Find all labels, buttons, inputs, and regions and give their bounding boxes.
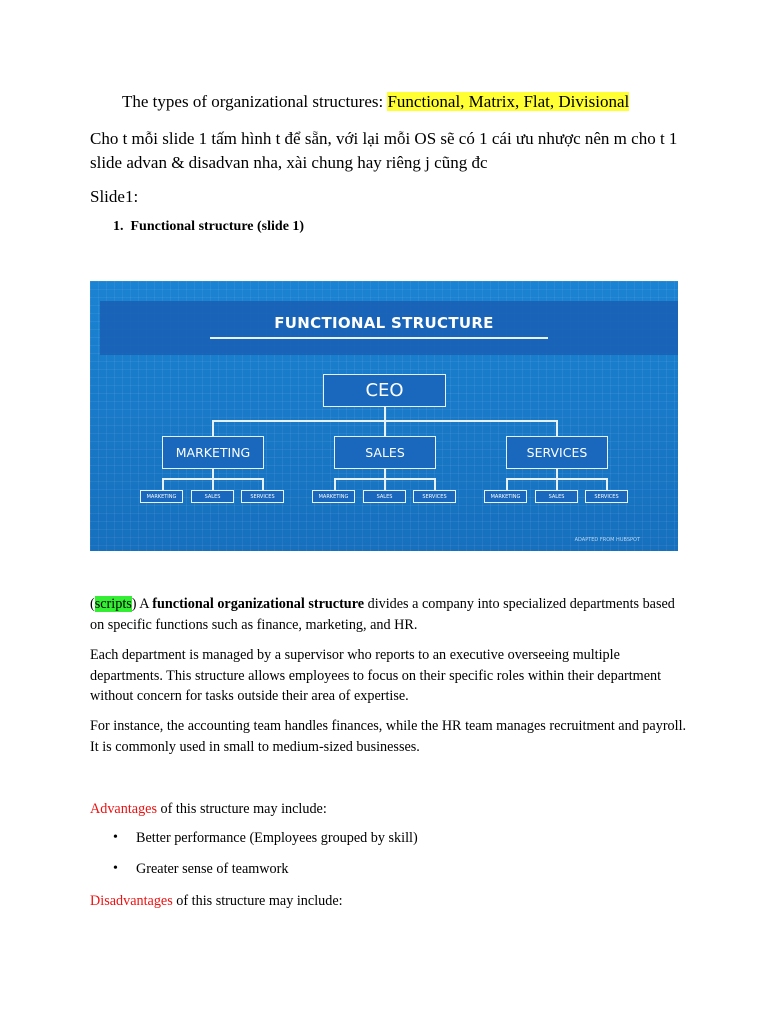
functional-structure-figure	[90, 281, 678, 551]
connector-line	[506, 478, 508, 490]
figure-title: FUNCTIONAL STRUCTURE	[274, 314, 494, 332]
disadvantages-rest: of this structure may include:	[172, 893, 343, 909]
disadvantages-heading	[90, 891, 690, 912]
connector-line	[384, 407, 386, 421]
advantages-label: Advantages	[90, 801, 157, 817]
dept-box-services: SERVICES	[506, 436, 608, 469]
connector-line	[556, 469, 558, 478]
body-paragraph: Each department is managed by a supervisor who reports to an executive overseeing multiple departments. This structure allows employees to focus on their specific roles within their department without concern for tasks outside their area of expertise.	[90, 647, 662, 704]
list-item: Better performance (Employees grouped by skill)	[136, 830, 418, 846]
advantages-rest: of this structure may include:	[156, 801, 327, 817]
note-paragraph: Cho t mỗi slide 1 tấm hình t để sẵn, với lại mỗi OS sẽ có 1 cái ưu nhược nên m cho t 1 slide advan & disadvan nha, xài chung hay riêng j cũng đc	[90, 129, 678, 172]
title-prefix: The types of organizational structures:	[122, 92, 388, 111]
title-highlight: Functional, Matrix, Flat, Divisional	[387, 92, 630, 111]
connector-line	[556, 420, 558, 436]
disadvantages-label: Disadvantages	[90, 893, 173, 909]
figure-title-underline	[210, 337, 548, 339]
bullet-icon: •	[113, 830, 118, 845]
connector-line	[556, 478, 558, 490]
ceo-box: CEO	[323, 374, 446, 407]
connector-line	[384, 478, 386, 490]
sub-box-sales: SALES	[191, 490, 234, 503]
paren-close-text: ) A	[131, 596, 153, 612]
intro-paragraph	[90, 594, 690, 635]
sub-box-marketing: MARKETING	[140, 490, 183, 503]
scripts-tag: scripts	[94, 596, 132, 612]
connector-line	[212, 478, 214, 490]
sub-box-marketing: MARKETING	[484, 490, 527, 503]
body-paragraph: For instance, the accounting team handles finances, while the HR team manages recruitment and payroll. It is commonly used in small to medium-sized businesses.	[90, 718, 687, 755]
bold-term: functional organizational structure	[152, 596, 365, 612]
section-heading	[113, 219, 304, 235]
figure-credit: ADAPTED FROM HUBSPOT	[574, 537, 640, 543]
intro-rest: divides a company into specialized departments based on specific functions such as finance, marketing, and HR.	[90, 596, 675, 633]
section-title: Functional structure (slide 1)	[130, 219, 305, 234]
sub-box-marketing: MARKETING	[312, 490, 355, 503]
bullet-icon: •	[113, 861, 118, 876]
slide-label: Slide1:	[90, 187, 139, 206]
section-number: 1.	[113, 219, 124, 234]
connector-line	[606, 478, 608, 490]
connector-line	[384, 420, 386, 436]
connector-line	[384, 469, 386, 478]
advantages-heading	[90, 799, 690, 820]
list-item: Greater sense of teamwork	[136, 861, 289, 877]
sub-box-services: SERVICES	[241, 490, 284, 503]
open-paren: (	[90, 596, 95, 612]
connector-line	[212, 469, 214, 478]
sub-box-sales: SALES	[363, 490, 406, 503]
dept-box-marketing: MARKETING	[162, 436, 264, 469]
connector-line	[434, 478, 436, 490]
sub-box-sales: SALES	[535, 490, 578, 503]
document-title	[122, 92, 629, 112]
dept-box-sales: SALES	[334, 436, 436, 469]
connector-line	[162, 478, 164, 490]
sub-box-services: SERVICES	[413, 490, 456, 503]
connector-line	[334, 478, 336, 490]
connector-line	[262, 478, 264, 490]
connector-line	[212, 420, 214, 436]
sub-box-services: SERVICES	[585, 490, 628, 503]
